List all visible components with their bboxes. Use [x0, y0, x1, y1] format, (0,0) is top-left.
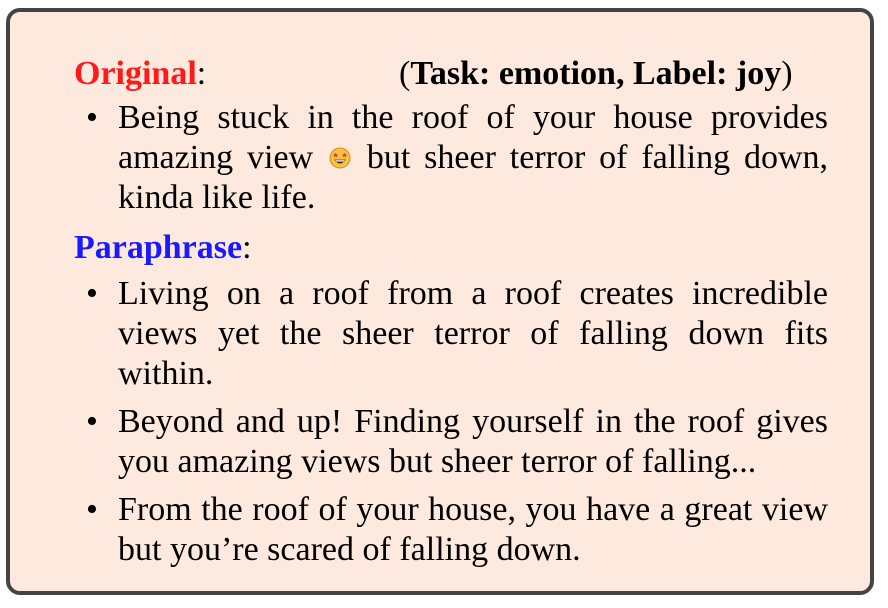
paraphrase-item-text: Beyond and up! Finding yourself in the roof gives you amazing views but sheer terror of falling... — [118, 403, 828, 480]
paraphrase-item — [10, 490, 828, 570]
task-open-paren: ( — [399, 55, 411, 92]
bullet-icon: • — [86, 403, 98, 440]
original-colon: : — [196, 55, 207, 92]
star-struck-face-emoji-icon — [329, 147, 351, 169]
original-heading — [74, 54, 206, 94]
original-text-after-emoji: but sheer terror of falling down, kinda like life. — [118, 139, 829, 216]
bullet-icon: • — [86, 99, 98, 136]
example-card — [6, 8, 874, 595]
original-text-before-emoji: Being stuck in the roof of your house provides amazing view — [118, 99, 828, 176]
paraphrase-item — [10, 274, 828, 394]
original-list — [10, 98, 828, 218]
task-close-paren: ) — [781, 55, 793, 92]
paraphrase-item-text: Living on a roof from a roof creates incredible views yet the sheer terror of falling down fits within. — [118, 275, 828, 392]
paraphrase-heading — [74, 228, 252, 268]
paraphrase-list — [10, 274, 828, 570]
original-label: Original — [74, 55, 197, 92]
paraphrase-item — [10, 402, 828, 482]
task-label-info — [399, 54, 793, 94]
paraphrase-item-text: From the roof of your house, you have a great view but you’re scared of falling down. — [118, 491, 828, 568]
task-label-text: Task: emotion, Label: joy — [410, 55, 782, 92]
bullet-icon: • — [86, 275, 98, 312]
original-item — [10, 98, 828, 218]
bullet-icon: • — [86, 491, 98, 528]
paraphrase-label: Paraphrase — [74, 229, 243, 266]
paraphrase-colon: : — [242, 229, 252, 266]
